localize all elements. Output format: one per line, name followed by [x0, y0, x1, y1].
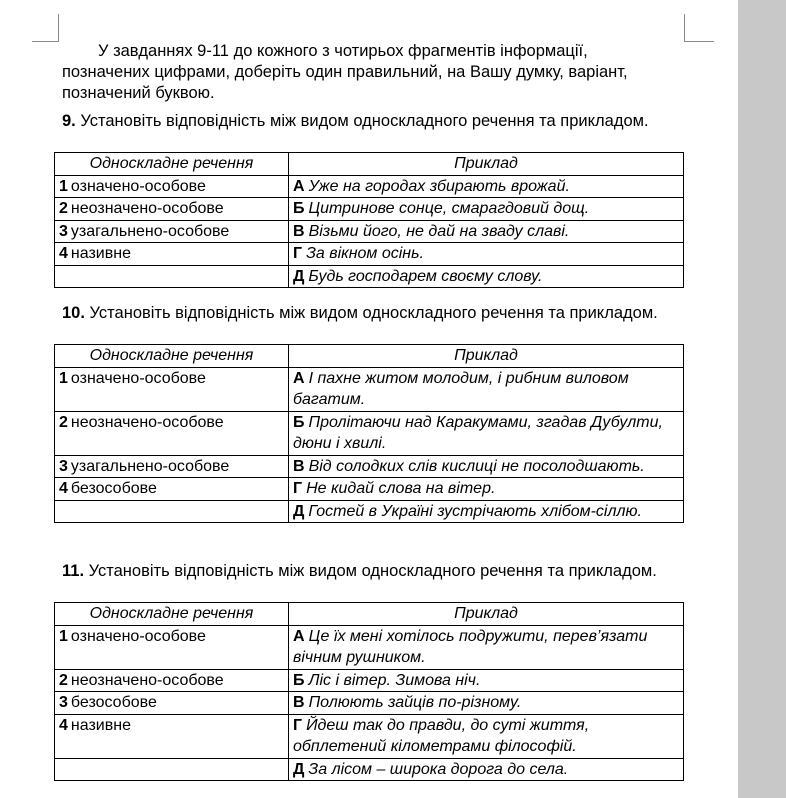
task-11-prompt	[62, 561, 722, 581]
type-cell: 4 називне	[55, 243, 289, 266]
example-cell: Б Пролітаючи над Каракумами, згадав Дубулти, дюни і хвилі.	[289, 411, 684, 455]
example-cell: Г За вікном осінь.	[289, 243, 684, 266]
table-row	[55, 243, 684, 266]
task-text: Установіть відповідність між видом односкладного речення та прикладом.	[88, 562, 657, 580]
crop-mark-left-h	[32, 41, 59, 42]
header-example: Приклад	[289, 345, 684, 368]
instructions-line-2: позначених цифрами, доберіть один правильний, на Вашу думку, варіант,	[62, 63, 628, 81]
type-cell: 2 неозначено-особове	[55, 411, 289, 455]
crop-mark-right-v	[684, 14, 685, 42]
table-header	[55, 345, 684, 368]
table-row	[55, 175, 684, 198]
example-cell: В Від солодких слів кислиці не посолодшають.	[289, 455, 684, 478]
table-header	[55, 153, 684, 176]
type-cell: 2 неозначено-особове	[55, 669, 289, 692]
example-cell: Д Будь господарем своєму слову.	[289, 265, 684, 288]
task-number: 11.	[62, 562, 85, 580]
type-cell: 4 безособове	[55, 478, 289, 501]
crop-mark-left-v	[58, 14, 59, 42]
example-cell: В Візьми його, не дай на зваду славі.	[289, 220, 684, 243]
table-row	[55, 692, 684, 715]
type-cell: 2 неозначено-особове	[55, 198, 289, 221]
example-cell: В Полюють зайців по-різному.	[289, 692, 684, 715]
header-type: Односкладне речення	[55, 153, 289, 176]
table-row	[55, 478, 684, 501]
example-cell: А І пахне житом молодим, і рибним виловом багатим.	[289, 367, 684, 411]
header-example: Приклад	[289, 153, 684, 176]
table-row	[55, 455, 684, 478]
example-cell: Д За лісом – широка дорога до села.	[289, 758, 684, 781]
table-row	[55, 669, 684, 692]
task-10-prompt	[62, 303, 722, 323]
task-number: 9.	[62, 112, 76, 130]
header-type: Односкладне речення	[55, 603, 289, 626]
table-row	[55, 265, 684, 288]
task-text: Установіть відповідність між видом односкладного речення та прикладом.	[89, 304, 658, 322]
example-cell: Б Ліс і вітер. Зимова ніч.	[289, 669, 684, 692]
instructions-line-3: позначений буквою.	[62, 84, 215, 102]
example-cell: А Уже на городах збирають врожай.	[289, 175, 684, 198]
type-cell: 3 узагальнено-особове	[55, 455, 289, 478]
instructions-line-1: У завданнях 9-11 до кожного з чотирьох фрагментів інформації,	[98, 42, 588, 60]
example-cell: Г Не кидай слова на вітер.	[289, 478, 684, 501]
type-cell: 1 означено-особове	[55, 625, 289, 669]
table-row	[55, 758, 684, 781]
table-row	[55, 714, 684, 758]
type-cell	[55, 758, 289, 781]
type-cell: 1 означено-особове	[55, 175, 289, 198]
type-cell	[55, 500, 289, 523]
instructions	[62, 41, 722, 104]
task-9-prompt	[62, 111, 722, 131]
table-row	[55, 500, 684, 523]
header-example: Приклад	[289, 603, 684, 626]
table-row	[55, 198, 684, 221]
type-cell: 3 безособове	[55, 692, 289, 715]
table-row	[55, 625, 684, 669]
task-10-table	[54, 344, 684, 523]
table-row	[55, 411, 684, 455]
type-cell: 1 означено-особове	[55, 367, 289, 411]
window-scroll-gutter	[738, 0, 786, 798]
example-cell: А Це їх мені хотілось подружити, перев’язати вічним рушником.	[289, 625, 684, 669]
type-cell	[55, 265, 289, 288]
example-cell: Д Гостей в Україні зустрічають хлібом-сіллю.	[289, 500, 684, 523]
task-number: 10.	[62, 304, 85, 322]
example-cell: Г Йдеш так до правди, до суті життя, обплетений кілометрами філософій.	[289, 714, 684, 758]
type-cell: 4 називне	[55, 714, 289, 758]
task-text: Установіть відповідність між видом односкладного речення та прикладом.	[80, 112, 649, 130]
table-row	[55, 367, 684, 411]
task-11-table	[54, 602, 684, 781]
type-cell: 3 узагальнено-особове	[55, 220, 289, 243]
table-row	[55, 220, 684, 243]
example-cell: Б Цитринове сонце, смарагдовий дощ.	[289, 198, 684, 221]
table-header	[55, 603, 684, 626]
task-9-table	[54, 152, 684, 288]
header-type: Односкладне речення	[55, 345, 289, 368]
